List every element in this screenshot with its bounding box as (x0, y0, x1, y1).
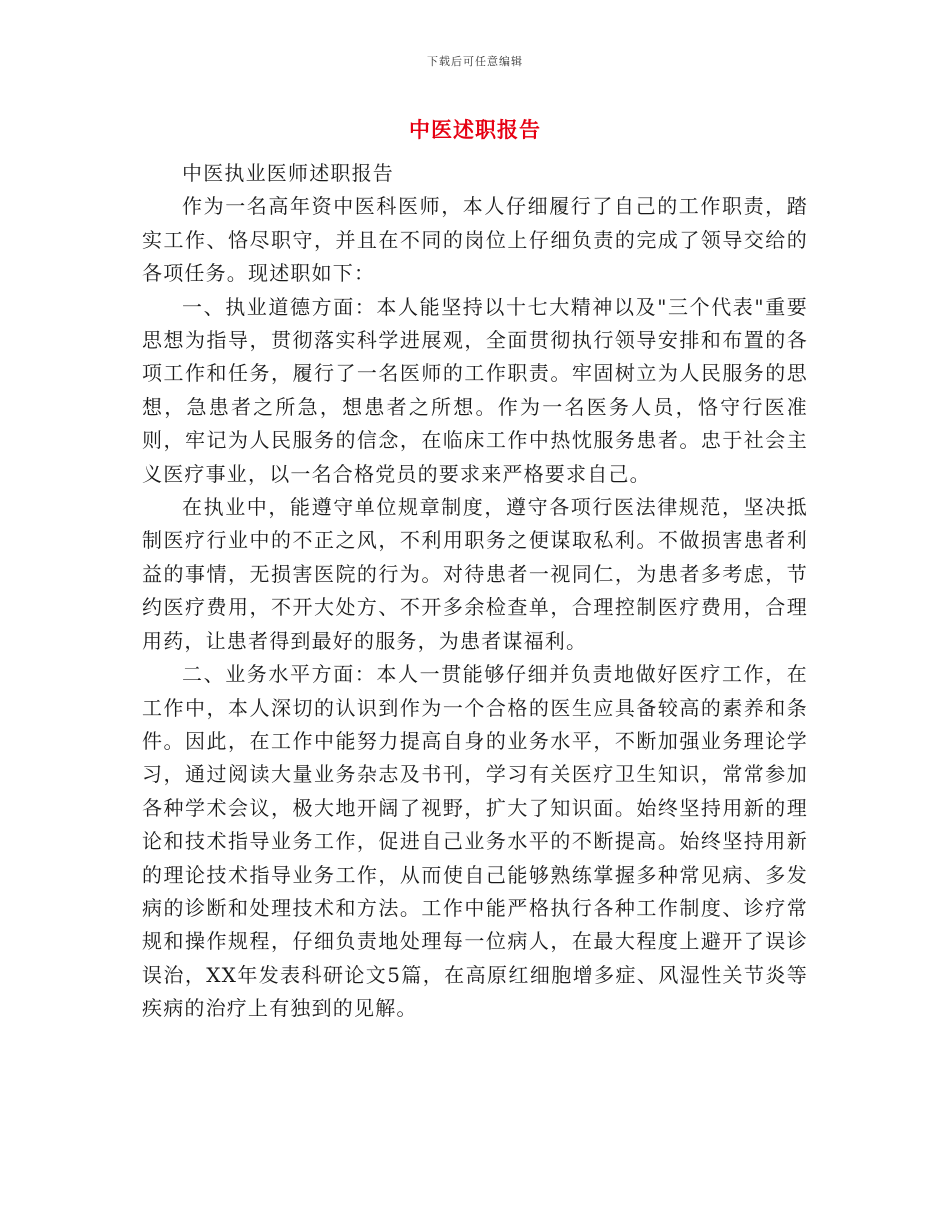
paragraph-practice: 在执业中，能遵守单位规章制度，遵守各项行医法律规范，坚决抵制医疗行业中的不正之风，不利用职务之便谋取私利。不做损害患者利益的事情，无损害医院的行为。对待患者一视同仁，为患者多考虑，节约医疗费用，不开大处方、不开多余检查单，合理控制医疗费用，合理用药，让患者得到最好的服务，为患者谋福利。 (142, 495, 808, 653)
paragraph-ethics: 一、执业道德方面：本人能坚持以十七大精神以及"三个代表"重要思想为指导，贯彻落实科学进展观，全面贯彻执行领导安排和布置的各项工作和任务，履行了一名医师的工作职责。牢固树立为人民服务的思想，急患者之所急，想患者之所想。作为一名医务人员，恪守行医准则，牢记为人民服务的信念，在临床工作中热忱服务患者。忠于社会主义医疗事业，以一名合格党员的要求来严格要求自己。 (142, 294, 808, 486)
header-note: 下载后可任意编辑 (427, 55, 523, 68)
paragraph-professional-level: 二、业务水平方面：本人一贯能够仔细并负责地做好医疗工作，在工作中，本人深切的认识到作为一个合格的医生应具备较高的素养和条件。因此，在工作中能努力提高自身的业务水平，不断加强业务理论学习，通过阅读大量业务杂志及书刊，学习有关医疗卫生知识，常常参加各种学术会议，极大地开阔了视野，扩大了知识面。始终坚持用新的理论和技术指导业务工作，促进自己业务水平的不断提高。始终坚持用新的理论技术指导业务工作，从而使自己能够熟练掌握多种常见病、多发病的诊断和处理技术和方法。工作中能严格执行各种工作制度、诊疗常规和操作规程，仔细负责地处理每一位病人，在最大程度上避开了误诊误治，XX年发表科研论文5篇，在高原红细胞增多症、风湿性关节炎等疾病的治疗上有独到的见解。 (142, 662, 808, 1021)
document-body (142, 157, 808, 1026)
paragraph-subtitle: 中医执业医师述职报告 (182, 161, 394, 185)
paragraph-intro: 作为一名高年资中医科医师，本人仔细履行了自己的工作职责，踏实工作、恪尽职守，并且在不同的岗位上仔细负责的完成了领导交给的各项任务。现述职如下： (142, 194, 808, 286)
document-title: 中医述职报告 (409, 117, 541, 142)
